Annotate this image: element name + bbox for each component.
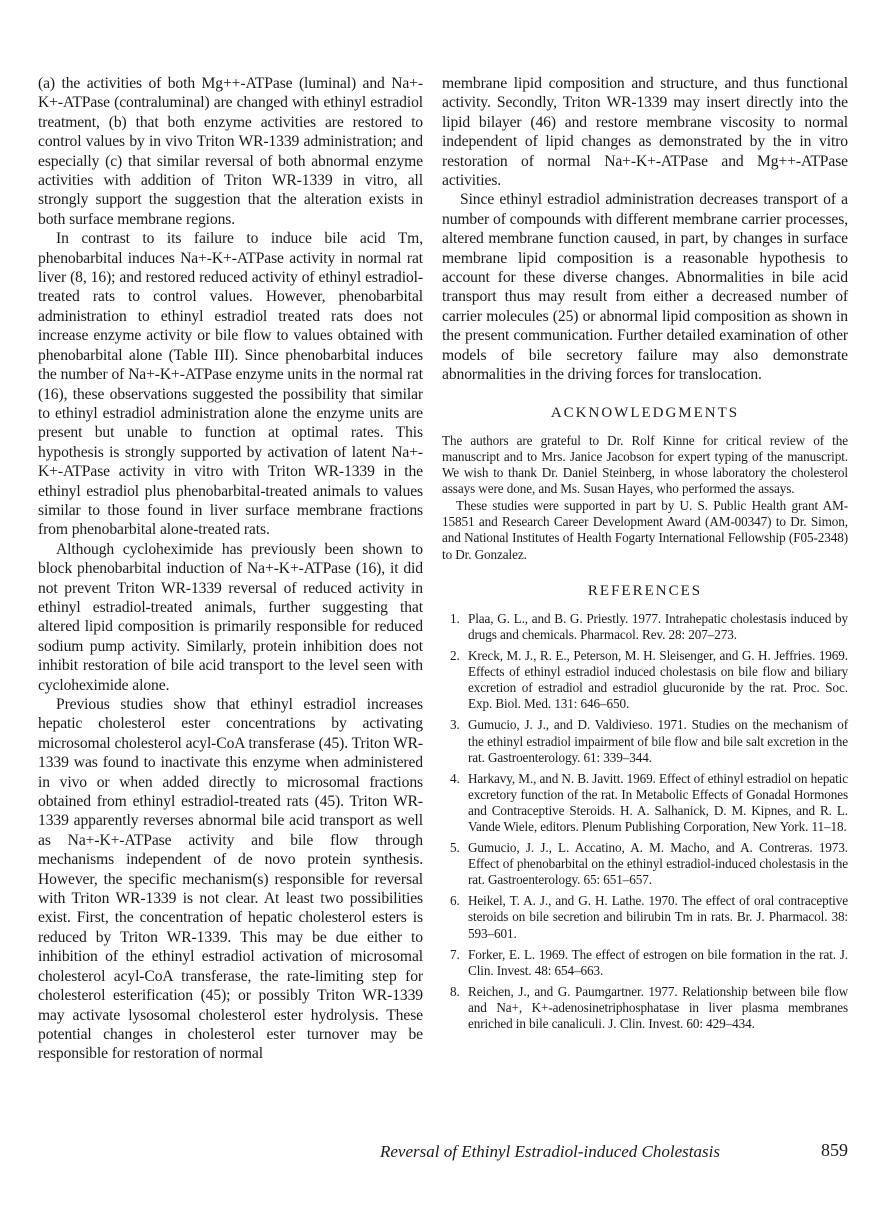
page-number: 859: [821, 1140, 848, 1160]
reference-item: [442, 648, 848, 712]
references-heading: REFERENCES: [587, 582, 703, 599]
reference-number: 4.: [450, 770, 460, 786]
reference-text: Kreck, M. J., R. E., Peterson, M. H. Sleisenger, and G. H. Jeffries. 1969. Effects of ethinyl estradiol induced cholestasis on bile flow and biliary excretion of estradiol and estradiol glucuronide by the rat. Proc. Soc. Exp. Biol. Med. 131: 646–650.: [468, 648, 848, 712]
reference-item: [442, 893, 848, 941]
reference-number: 8.: [450, 983, 460, 999]
right-column: [442, 74, 848, 1037]
body-paragraph: In contrast to its failure to induce bile acid Tm, phenobarbital induces Na+-K+-ATPase activity in normal rat liver (8, 16); and restored reduced activity of ethinyl estradiol-treated rats to control values. However, phenobarbital administration to ethinyl estradiol treated rats does not increase enzyme activity or bile flow to values obtained with phenobarbital alone (Table III). Since phenobarbital induces the number of Na+-K+-ATPase enzyme units in the normal rat (16), these observations suggested the possibility that similar to ethinyl estradiol administration alone the enzyme units are present but unable to function at optimal rates. This hypothesis is strongly supported by activation of latent Na+-K+-ATPase activity in vitro with Triton WR-1339 in the ethinyl estradiol plus phenobarbital-treated animals to values similar to those found in liver surface membrane fractions from phenobarbital alone-treated rats.: [38, 230, 423, 539]
body-paragraph: Although cycloheximide has previously been shown to block phenobarbital induction of Na+-K+-ATPase (16), it did not prevent Triton WR-1339 reversal of reduced activity in ethinyl estradiol-treated animals, further suggesting that altered lipid composition is primarily responsible for reduced sodium pump activity. Similarly, protein inhibition does not inhibit restoration of bile acid transport to the level seen with cycloheximide alone.: [38, 540, 423, 694]
reference-text: Gumucio, J. J., L. Accatino, A. M. Macho, and A. Contreras. 1973. Effect of phenobarbital on the ethinyl estradiol-induced cholestasis in the rat. Gastroenterology. 65: 651–657.: [468, 840, 848, 888]
reference-item: [442, 771, 848, 835]
reference-number: 3.: [450, 717, 460, 733]
reference-item: [442, 840, 848, 888]
acknowledgments-paragraph: The authors are grateful to Dr. Rolf Kinne for critical review of the manuscript and to Mrs. Janice Jacobson for expert typing of the manuscript. We wish to thank Dr. Daniel Steinberg, in whose laboratory the cholesterol assays were done, and Ms. Susan Hayes, who performed the assays.: [442, 432, 848, 497]
body-paragraph: (a) the activities of both Mg++-ATPase (luminal) and Na+-K+-ATPase (contraluminal) are changed with ethinyl estradiol treatment, (b) that both enzyme activities are restored to control values by in vivo Triton WR-1339 administration; and especially (c) that similar reversal of both abnormal enzyme activities with addition of Triton WR-1339 in vitro, all strongly support the suggestion that the alteration exists in both surface membrane regions.: [38, 75, 423, 228]
reference-item: [442, 984, 848, 1032]
reference-text: Forker, E. L. 1969. The effect of estrogen on bile formation in the rat. J. Clin. Invest. 48: 654–663.: [468, 946, 848, 978]
body-paragraph: membrane lipid composition and structure, and thus functional activity. Secondly, Triton WR-1339 may insert directly into the lipid bilayer (46) and restore membrane viscosity to normal independent of lipid changes as demonstrated by the in vitro restoration of normal Na+-K+-ATPase and Mg++-ATPase activities.: [442, 75, 848, 190]
reference-number: 5.: [450, 840, 460, 856]
reference-text: Harkavy, M., and N. B. Javitt. 1969. Effect of ethinyl estradiol on hepatic excretory function of the rat. In Metabolic Effects of Gonadal Hormones and Contraceptive Steroids. H. A. Salhanick, D. M. Kipnes, and R. L. Vande Wiele, editors. Plenum Publishing Corporation, New York. 11–18.: [468, 770, 848, 834]
acknowledgments-heading: ACKNOWLEDGMENTS: [550, 404, 740, 421]
reference-number: 6.: [450, 893, 460, 909]
reference-text: Heikel, T. A. J., and G. H. Lathe. 1970. The effect of oral contraceptive steroids on bile secretion and bilirubin Tm in rats. Br. J. Pharmacol. 38: 593–601.: [468, 893, 848, 941]
body-paragraph: Since ethinyl estradiol administration decreases transport of a number of compounds with different membrane carrier processes, altered membrane function caused, in part, by changes in surface membrane lipid composition is a reasonable hypothesis to account for these diverse changes. Abnormalities in bile acid transport thus may result from either a decreased number of carrier molecules (25) or abnormal lipid composition as shown in the present communication. Further detailed examination of other models of bile secretory failure may also demonstrate abnormalities in the driving forces for translocation.: [442, 191, 848, 384]
reference-text: Gumucio, J. J., and D. Valdivieso. 1971. Studies on the mechanism of the ethinyl estradiol impairment of bile flow and bile salt excretion in the rat. Gastroenterology. 61: 339–344.: [468, 717, 848, 765]
reference-item: [442, 947, 848, 979]
body-paragraph: Previous studies show that ethinyl estradiol increases hepatic cholesterol ester concentrations by activating microsomal cholesterol acyl-CoA transferase (45). Triton WR-1339 was found to inactivate this enzyme when administered in vivo or when added directly to microsomal fractions obtained from ethinyl estradiol-treated rats (45). Triton WR-1339 apparently reverses abnormal bile acid transport as well as Na+-K+-ATPase activity and bile flow through mechanisms independent of de novo protein synthesis. However, the specific mechanism(s) responsible for reversal with Triton WR-1339 is not clear. At least two possibilities exist. First, the concentration of hepatic cholesterol esters is reduced by Triton WR-1339. This may be due either to inhibition of the ethinyl estradiol activation of microsomal cholesterol acyl-CoA transferase, the rate-limiting step for cholesterol esterification (45); or possibly Triton WR-1339 may activate lysosomal cholesterol ester hydrolysis. These potential changes in cholesterol ester turnover may be responsible for restoration of normal: [38, 696, 423, 1063]
reference-number: 1.: [450, 610, 460, 626]
reference-number: 2.: [450, 648, 460, 664]
reference-text: Plaa, G. L., and B. G. Priestly. 1977. Intrahepatic cholestasis induced by drugs and chemicals. Pharmacol. Rev. 28: 207–273.: [468, 610, 848, 642]
reference-number: 7.: [450, 946, 460, 962]
acknowledgments-paragraph: These studies were supported in part by U. S. Public Health grant AM-15851 and Research Career Development Award (AM-00347) to Dr. Simon, and National Institutes of Health Fogarty International Fellowship (F05-2348) to Dr. Gonzalez.: [442, 497, 848, 562]
left-column: [38, 74, 423, 1064]
reference-list: [442, 611, 848, 1032]
running-title: Reversal of Ethinyl Estradiol-induced Cholestasis: [380, 1142, 720, 1161]
reference-item: [442, 717, 848, 765]
reference-text: Reichen, J., and G. Paumgartner. 1977. Relationship between bile flow and Na+, K+-adenosinetriphosphatase in liver plasma membranes enriched in bile canaliculi. J. Clin. Invest. 60: 429–434.: [468, 983, 848, 1032]
reference-item: [442, 611, 848, 643]
